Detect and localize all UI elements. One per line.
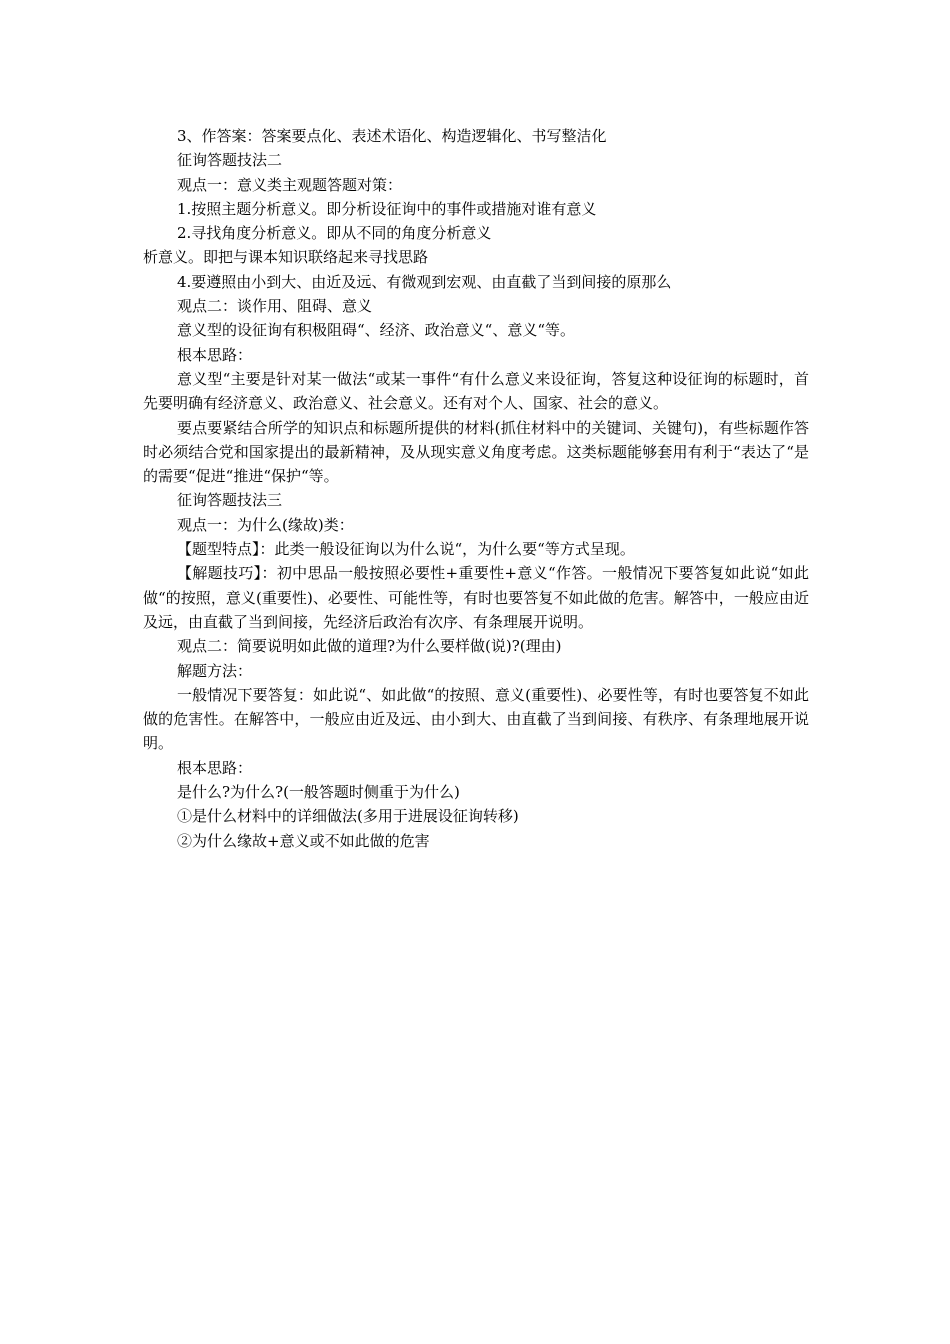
paragraph: 根本思路： <box>177 345 253 364</box>
paragraph: 观点一：为什么(缘故)类： <box>177 515 354 534</box>
paragraph: 意义型的设征询有积极阻碍“、经济、政治意义“、意义“等。 <box>177 321 576 340</box>
paragraph: 征询答题技法二 <box>177 151 283 170</box>
paragraph: ①是什么材料中的详细做法(多用于进展设征询转移) <box>177 807 519 826</box>
paragraph: 意义型“主要是针对某一做法“或某一事件“有什么意义来设征询，答复这种设征询的标题时，首先要明确有经济意义、政治意义、社会意义。还有对个人、国家、社会的意义。 <box>143 369 809 413</box>
paragraph: 观点一：意义类主观题答题对策： <box>177 175 403 194</box>
paragraph: 析意义。即把与课本知识联络起来寻找思路 <box>143 248 429 267</box>
paragraph: ②为什么缘故+意义或不如此做的危害 <box>177 831 430 850</box>
paragraph: 【题型特点】：此类一般设征询以为什么说“，为什么要“等方式呈现。 <box>177 540 635 559</box>
paragraph: 4.要遵照由小到大、由近及远、有微观到宏观、由直截了当到间接的原那么 <box>177 272 672 291</box>
paragraph: 解题方法： <box>177 661 253 680</box>
paragraph: 是什么?为什么?(一般答题时侧重于为什么) <box>177 783 460 802</box>
paragraph: 1.按照主题分析意义。即分析设征询中的事件或措施对谁有意义 <box>177 199 597 218</box>
paragraph: 【解题技巧】：初中思品一般按照必要性+重要性+意义“作答。一般情况下要答复如此说“如此做“的按照，意义(重要性)、必要性、可能性等，有时也要答复不如此做的危害。解答中，一般应由近及远，由直截了当到间接，先经济后政治有次序、有条理展开说明。 <box>143 564 809 631</box>
paragraph: 要点要紧结合所学的知识点和标题所提供的材料(抓住材料中的关键词、关键句)，有些标题作答时必须结合党和国家提出的最新精神，及从现实意义角度考虑。这类标题能够套用有利于“表达了“是的需要“促进“推进“保护“等。 <box>143 418 809 486</box>
paragraph: 征询答题技法三 <box>177 491 283 510</box>
paragraph: 3、作答案：答案要点化、表述术语化、构造逻辑化、书写整洁化 <box>177 127 607 145</box>
paragraph: 观点二：谈作用、阻碍、意义 <box>177 297 373 316</box>
paragraph: 2.寻找角度分析意义。即从不同的角度分析意义 <box>177 224 492 243</box>
paragraph: 一般情况下要答复：如此说“、如此做“的按照、意义(重要性)、必要性等，有时也要答复不如此做的危害性。在解答中，一般应由近及远、由小到大、由直截了当到间接、有秩序、有条理地展开说明。 <box>143 685 809 753</box>
document-body <box>143 124 809 853</box>
paragraph: 观点二：简要说明如此做的道理?为什么要样做(说)?(理由) <box>177 637 562 656</box>
paragraph: 根本思路： <box>177 758 253 777</box>
